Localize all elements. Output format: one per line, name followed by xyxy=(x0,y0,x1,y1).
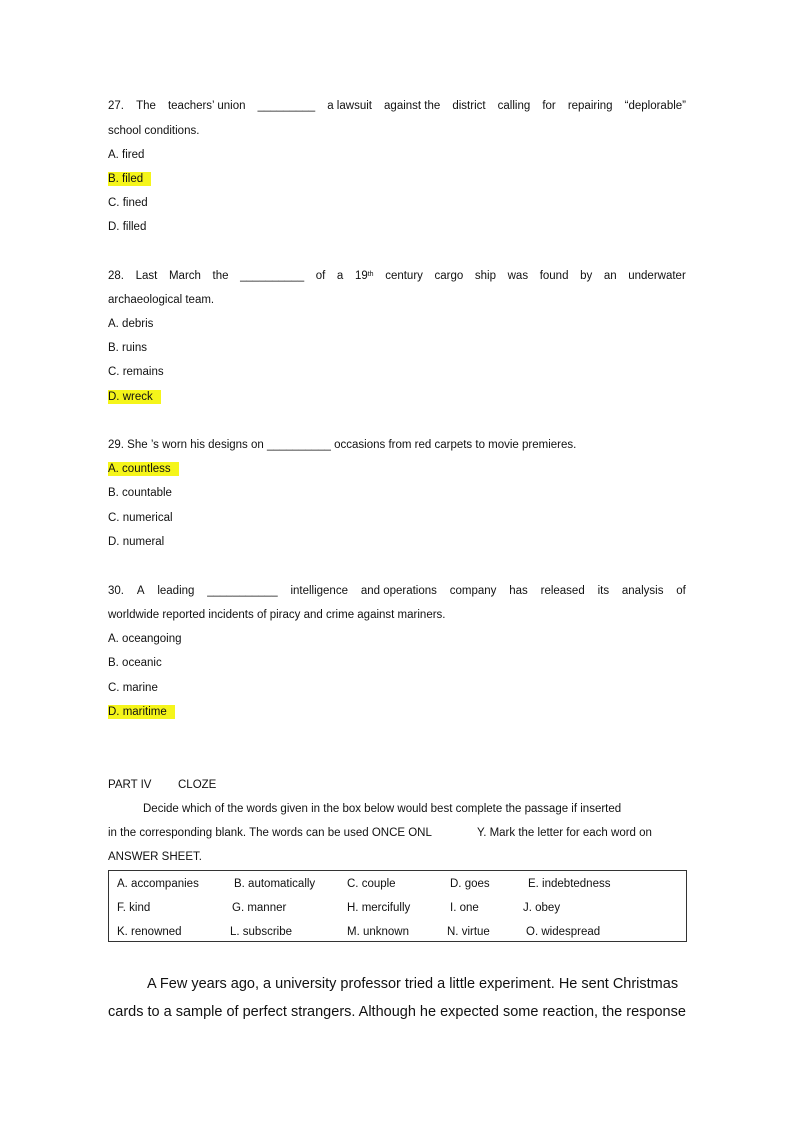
q28-word: a xyxy=(336,270,344,282)
question-27-option-b xyxy=(108,172,151,186)
instruction-line-3: ANSWER SHEET. xyxy=(108,851,202,863)
q28-word: found xyxy=(539,270,569,282)
q27-word: for xyxy=(542,100,556,112)
question-30-option-c: C. marine xyxy=(108,682,158,694)
q30-word: of xyxy=(676,585,686,597)
q28-word: 28. xyxy=(108,270,124,282)
word-option: A. accompanies xyxy=(117,878,199,890)
word-option: I. one xyxy=(450,902,479,914)
q27-blank: _________ xyxy=(257,100,316,112)
q27-word: “deplorable” xyxy=(624,100,686,112)
word-box xyxy=(108,870,687,942)
q28-century-number: 19 xyxy=(354,270,368,282)
q30-word: its xyxy=(597,585,610,597)
q27-word: against the xyxy=(384,100,441,112)
q28-word: century xyxy=(385,270,423,282)
question-29-stem: 29. She ’s worn his designs on __________ occasions from red carpets to movie premieres. xyxy=(108,439,577,451)
q30-word: intelligence xyxy=(290,585,348,597)
word-option: G. manner xyxy=(232,902,287,914)
q27-word: repairing xyxy=(567,100,613,112)
answer-highlight: A. countless xyxy=(108,462,179,476)
q28-word xyxy=(355,269,374,285)
word-option: B. automatically xyxy=(234,878,316,890)
q30-word: A xyxy=(136,585,145,597)
answer-highlight: D. maritime xyxy=(108,705,175,719)
word-option: H. mercifully xyxy=(347,902,411,914)
q27-word: teachers’ union xyxy=(167,100,246,112)
passage-line-1: A Few years ago, a university professor tried a little experiment. He sent Christmas xyxy=(147,976,679,992)
question-30-option-a: A. oceangoing xyxy=(108,633,182,645)
part-label: PART IV xyxy=(108,779,152,791)
q30-word: has xyxy=(509,585,528,597)
q27-word: 27. xyxy=(108,100,124,112)
q28-word: was xyxy=(507,270,529,282)
question-29-option-c: C. numerical xyxy=(108,512,173,524)
instruction-line-2a: in the corresponding blank. The words can be used ONCE ONL xyxy=(108,827,432,839)
q28-blank: __________ xyxy=(240,270,305,282)
question-27-stem xyxy=(108,99,686,113)
word-option: J. obey xyxy=(523,902,561,914)
question-28-option-a: A. debris xyxy=(108,318,154,330)
part-name: CLOZE xyxy=(178,779,217,791)
question-29-option-d: D. numeral xyxy=(108,536,165,548)
word-option: C. couple xyxy=(347,878,396,890)
q28-word: March xyxy=(168,270,201,282)
q27-word: The xyxy=(136,100,156,112)
q28-word: of xyxy=(315,270,326,282)
q30-word: and operations xyxy=(360,585,437,597)
q28-word: Last xyxy=(135,270,158,282)
question-30-stem-cont: worldwide reported incidents of piracy and crime against mariners. xyxy=(108,609,446,621)
word-option: M. unknown xyxy=(347,926,410,938)
question-27-option-a: A. fired xyxy=(108,149,145,161)
q27-word: calling xyxy=(497,100,531,112)
question-28-stem-cont: archaeological team. xyxy=(108,294,215,306)
q30-word: 30. xyxy=(108,585,124,597)
word-option: F. kind xyxy=(117,902,151,914)
q30-word: company xyxy=(449,585,497,597)
answer-highlight: B. filed xyxy=(108,172,151,186)
word-option: K. renowned xyxy=(117,926,182,938)
question-29-option-b: B. countable xyxy=(108,487,172,499)
q28-word: ship xyxy=(474,270,497,282)
question-30-option-d xyxy=(108,705,175,719)
question-27-stem-cont: school conditions. xyxy=(108,125,200,137)
passage-line-2: cards to a sample of perfect strangers. Although he expected some reaction, the response xyxy=(108,1004,686,1020)
q28-superscript: th xyxy=(367,271,374,278)
q30-word: leading xyxy=(157,585,195,597)
word-option: N. virtue xyxy=(447,926,490,938)
question-28-stem xyxy=(108,269,686,285)
q30-word: analysis xyxy=(621,585,664,597)
question-28-option-c: C. remains xyxy=(108,366,164,378)
question-29-option-a xyxy=(108,462,179,476)
question-28-option-d xyxy=(108,390,161,404)
word-option: O. widespread xyxy=(526,926,601,938)
word-option: L. subscribe xyxy=(230,926,293,938)
q28-word: the xyxy=(212,270,229,282)
question-27-option-c: C. fined xyxy=(108,197,148,209)
q28-word: underwater xyxy=(628,270,686,282)
instruction-line-2b: Y. Mark the letter for each word on xyxy=(477,827,652,839)
q27-word: district xyxy=(452,100,486,112)
q28-word: by xyxy=(580,270,593,282)
word-option: D. goes xyxy=(450,878,490,890)
q27-word: a lawsuit xyxy=(327,100,372,112)
question-28-option-b: B. ruins xyxy=(108,342,147,354)
answer-highlight: D. wreck xyxy=(108,390,161,404)
q28-word: cargo xyxy=(434,270,464,282)
q30-word: released xyxy=(540,585,585,597)
question-30-stem xyxy=(108,584,686,598)
question-30-option-b: B. oceanic xyxy=(108,657,162,669)
question-27-option-d: D. filled xyxy=(108,221,147,233)
word-option: E. indebtedness xyxy=(528,878,611,890)
q28-word: an xyxy=(603,270,617,282)
instruction-line-1: Decide which of the words given in the box below would best complete the passage if inserted xyxy=(143,803,622,815)
q30-blank: ___________ xyxy=(207,585,278,597)
